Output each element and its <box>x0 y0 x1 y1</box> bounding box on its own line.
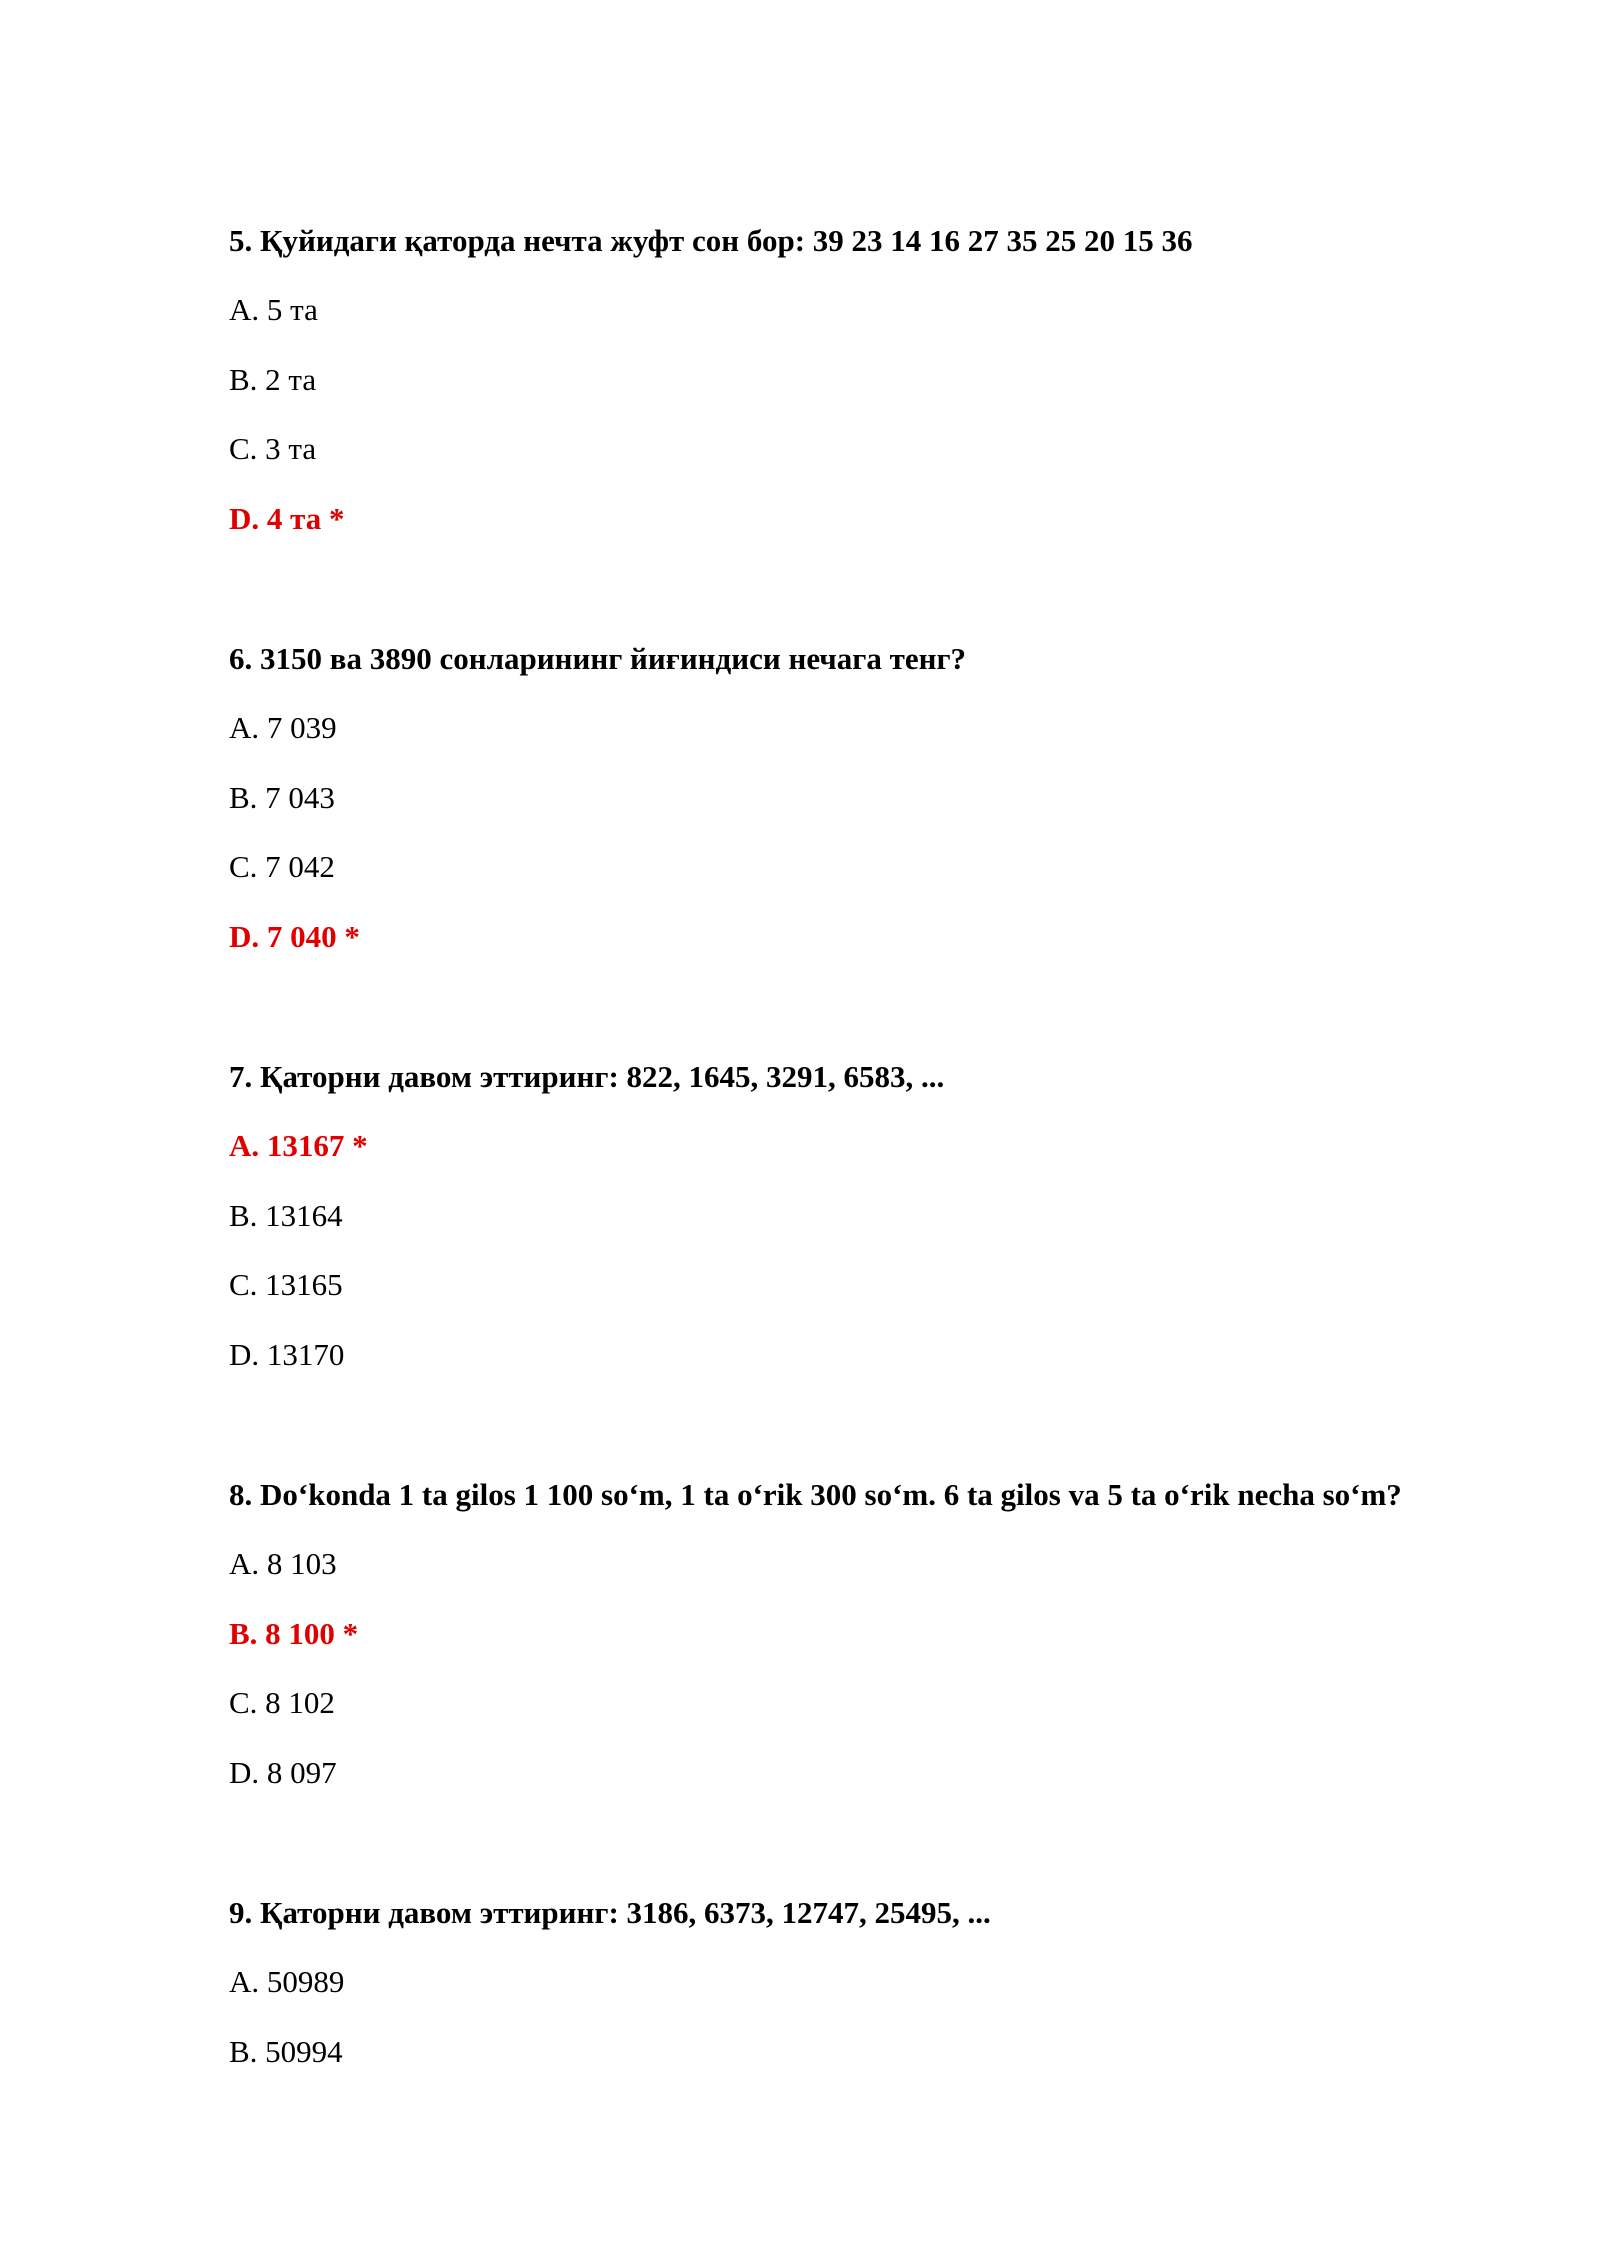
question-5-option-b: B. 2 та <box>229 362 317 397</box>
question-6-option-d-correct: D. 7 040 * <box>229 919 360 954</box>
question-7-text: 7. Қаторни давом эттиринг: 822, 1645, 3291, 6583, ... <box>229 1059 945 1094</box>
question-8-option-c: C. 8 102 <box>229 1685 335 1720</box>
question-9-option-b: B. 50994 <box>229 2034 343 2069</box>
question-5-text: 5. Қуйидаги қаторда нечта жуфт сон бор: 39 23 14 16 27 35 25 20 15 36 <box>229 223 1193 258</box>
question-7-option-a-correct: A. 13167 * <box>229 1128 368 1163</box>
question-7-option-c: C. 13165 <box>229 1267 343 1302</box>
question-6-option-a: A. 7 039 <box>229 710 337 745</box>
question-5-option-a: A. 5 та <box>229 292 318 327</box>
question-8-text: 8. Do‘konda 1 ta gilos 1 100 so‘m, 1 ta o‘rik 300 so‘m. 6 ta gilos va 5 ta o‘rik necha so‘m? <box>229 1477 1402 1512</box>
question-5-option-c: C. 3 та <box>229 431 317 466</box>
question-7-option-d: D. 13170 <box>229 1337 345 1372</box>
question-6-text: 6. 3150 ва 3890 сонларининг йиғиндиси нечага тенг? <box>229 641 967 676</box>
question-8-option-d: D. 8 097 <box>229 1755 337 1790</box>
question-6-option-c: C. 7 042 <box>229 849 335 884</box>
question-7-option-b: B. 13164 <box>229 1198 343 1233</box>
question-9-text: 9. Қаторни давом эттиринг: 3186, 6373, 12747, 25495, ... <box>229 1895 991 1930</box>
question-5-option-d-correct: D. 4 та * <box>229 501 345 536</box>
question-9-option-a: A. 50989 <box>229 1964 345 1999</box>
question-8-option-a: A. 8 103 <box>229 1546 337 1581</box>
question-8-option-b-correct: B. 8 100 * <box>229 1616 359 1651</box>
question-6-option-b: B. 7 043 <box>229 780 335 815</box>
